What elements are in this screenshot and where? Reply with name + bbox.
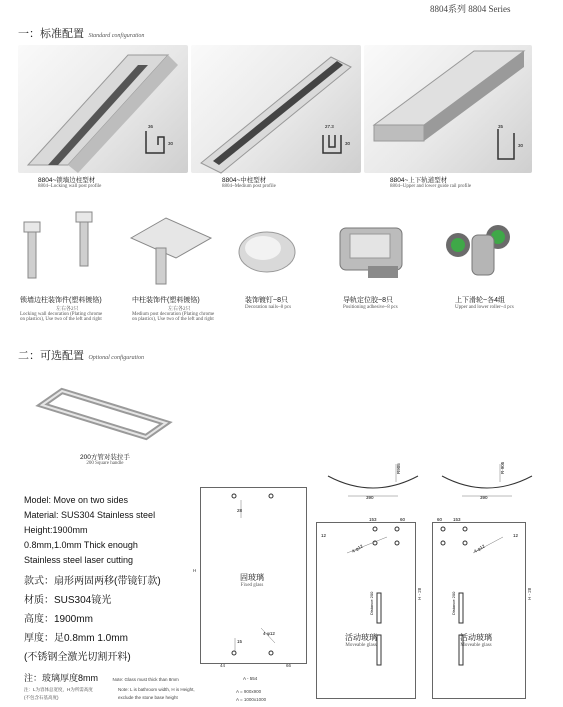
section-subtitle: Optional configuration bbox=[88, 355, 144, 361]
caption-zh: 上下滑轮~各4组 bbox=[455, 297, 505, 304]
profile-photo-rail bbox=[364, 45, 532, 173]
specs-chinese bbox=[24, 572, 161, 667]
glass-notes-small-en bbox=[118, 686, 195, 702]
series-title: 8804系列 8804 Series bbox=[430, 4, 511, 14]
caption-zh: 8804~中柱型材 bbox=[222, 177, 267, 184]
dim-a: 153 bbox=[369, 517, 377, 522]
caption-en: 8804~Locking wall post profile bbox=[38, 184, 102, 189]
glass-note-en: Note: Glass must thick than 8mm bbox=[112, 677, 179, 682]
moving-glass-label-2 bbox=[460, 632, 492, 648]
formula-line: A = 900x900 bbox=[236, 689, 262, 694]
section-standard-heading bbox=[18, 24, 144, 42]
note-line: (不包含石基高度) bbox=[24, 695, 59, 700]
spec-line: 0.8mm,1.0mm Thick enough bbox=[24, 540, 138, 550]
moving-glass-drawing-1 bbox=[316, 517, 416, 699]
dim-label: 30 bbox=[168, 141, 174, 146]
section-optional-heading bbox=[18, 346, 144, 364]
formulas bbox=[236, 688, 266, 704]
profile-caption-rail bbox=[390, 175, 471, 189]
dim-w: 390 bbox=[366, 495, 374, 500]
moving-glass-drawing-2 bbox=[432, 517, 526, 699]
note-line: exclude the stone base height bbox=[118, 695, 178, 700]
section-title: 一：标准配置 bbox=[18, 28, 84, 40]
accessory-caption-locking bbox=[20, 295, 102, 322]
note-line: 注：L为容体总宽度，H为所需高度 bbox=[24, 687, 93, 692]
dim-c: 12 bbox=[513, 533, 519, 538]
caption-zh: 导轨定位胶~8只 bbox=[343, 297, 393, 304]
spec-line: 材质：SUS304镜光 bbox=[24, 595, 112, 606]
glass-note-zh: 注：玻璃厚度8mm bbox=[24, 673, 98, 683]
caption-en: Upper and lower roller~4 pcs bbox=[455, 305, 514, 310]
dim-dist: Distance 200 bbox=[369, 591, 374, 615]
spec-line: 高度：1900mm bbox=[24, 614, 93, 625]
caption-en: Medium post decoration (Plating chrome bbox=[132, 312, 215, 317]
dim-label: 36 bbox=[148, 124, 154, 129]
accessory-caption-nails bbox=[245, 295, 291, 310]
caption-zh2: 左右各2只 bbox=[168, 307, 191, 312]
dim-dist: Distance 200 bbox=[451, 591, 456, 615]
moving-glass-lines-1 bbox=[317, 517, 415, 698]
spec-line: (不锈钢全激光切割开料) bbox=[24, 652, 131, 663]
spec-line: 款式：扇形两固两移(带镜钉款) bbox=[24, 576, 161, 587]
spec-line: 厚度：足0.8mm 1.0mm bbox=[24, 633, 128, 644]
accessory-caption-roller bbox=[455, 295, 514, 310]
fixed-glass-bl: 44 bbox=[220, 663, 226, 668]
handle-caption bbox=[80, 452, 130, 466]
dim-b: 60 bbox=[437, 517, 443, 522]
dim-a: 153 bbox=[453, 517, 461, 522]
positioning-adhesive-image bbox=[328, 218, 416, 282]
section-subtitle: Standard configuration bbox=[88, 33, 145, 39]
medium-decoration-image bbox=[126, 208, 216, 288]
specs-english bbox=[24, 493, 155, 568]
dim-hole: 4-φ12 bbox=[263, 631, 275, 636]
moving-glass-arc-1 bbox=[318, 462, 428, 502]
moving-glass-height-2: H - 28 bbox=[527, 587, 532, 600]
spec-line: Material: SUS304 Stainless steel bbox=[24, 510, 156, 520]
glass-label-en: Moveable glass bbox=[460, 643, 492, 648]
medium-profile-section bbox=[315, 123, 359, 159]
caption-en2: on plastics), Use two of the left and right bbox=[20, 317, 102, 322]
caption-en: 8804~Medium post profile bbox=[222, 184, 276, 189]
caption-en: Positioning adhesive~8 pcs bbox=[343, 305, 398, 310]
dim-label: 30 bbox=[345, 141, 351, 146]
dim-w: 390 bbox=[480, 495, 488, 500]
caption-en: 8804~Upper and lower guide rail profile bbox=[390, 184, 472, 189]
profile-photo-medium bbox=[191, 45, 361, 173]
caption-en2: on plastics), Use two of the left and right bbox=[132, 317, 214, 322]
caption-en: 200 Square handle bbox=[86, 461, 124, 466]
profile-caption-medium bbox=[222, 175, 276, 189]
dim-c: 12 bbox=[321, 533, 327, 538]
formula-line: A = 1000x1000 bbox=[236, 697, 267, 702]
roller-image bbox=[440, 215, 520, 285]
dim-corner: 15 bbox=[237, 639, 243, 644]
spec-line: Model: Move on two sides bbox=[24, 495, 129, 505]
glass-notes-small bbox=[24, 686, 93, 702]
glass-label-zh: 活动玻璃 bbox=[460, 633, 492, 642]
note-line: Note: L is bathroom width, H is Height, bbox=[118, 687, 195, 692]
caption-zh: 200方管对装拉手 bbox=[80, 454, 130, 461]
locking-decoration-image bbox=[20, 210, 120, 285]
caption-zh: 中柱装饰件(塑料镀铬) bbox=[132, 297, 200, 304]
dim-hole: 4-φ12 bbox=[473, 543, 486, 554]
moving-glass-height-1: H - 28 bbox=[417, 587, 422, 600]
dim-label: 27.3 bbox=[325, 124, 334, 129]
glass-label-zh: 固玻璃 bbox=[240, 573, 264, 582]
glass-notes bbox=[24, 668, 179, 686]
accessory-caption-adhesive bbox=[343, 295, 398, 310]
locking-profile-section bbox=[138, 123, 182, 159]
glass-label-en: Moveable glass bbox=[345, 643, 377, 648]
glass-label-zh: 活动玻璃 bbox=[345, 633, 377, 642]
profile-photo-locking bbox=[18, 45, 188, 173]
decoration-nail-image bbox=[235, 228, 303, 278]
profile-caption-locking bbox=[38, 175, 101, 189]
spec-line: Height:1900mm bbox=[24, 525, 88, 535]
dim-top: 28 bbox=[237, 508, 243, 513]
glass-label-en: Fixed glass bbox=[240, 583, 264, 588]
spec-line: Stainless steel laser cutting bbox=[24, 555, 134, 565]
caption-zh: 8804~锁墙边柱型材 bbox=[38, 177, 96, 184]
fixed-glass-base: A - 554 bbox=[243, 676, 258, 681]
dim-hole: 4-φ12 bbox=[351, 543, 364, 554]
rail-profile-section bbox=[488, 123, 532, 165]
caption-zh2: 左右各2只 bbox=[56, 307, 79, 312]
fixed-glass-br: 66 bbox=[286, 663, 292, 668]
caption-en: Decoration nails~8 pcs bbox=[245, 305, 292, 310]
fixed-glass-height: H bbox=[193, 568, 197, 573]
dim-r: R905 bbox=[396, 463, 401, 474]
caption-zh: 8804~上下轨道型材 bbox=[390, 177, 448, 184]
dim-b: 60 bbox=[400, 517, 406, 522]
moving-glass-lines-2 bbox=[433, 517, 525, 698]
section-title: 二：可选配置 bbox=[18, 350, 84, 362]
caption-zh: 装饰镀钉~8只 bbox=[245, 297, 288, 304]
fixed-glass-label bbox=[240, 572, 264, 588]
dim-label: 35 bbox=[498, 124, 504, 129]
accessory-caption-medium bbox=[132, 295, 214, 322]
moving-glass-arc-2 bbox=[432, 462, 542, 502]
square-handle-image bbox=[38, 385, 178, 445]
moving-glass-label-1 bbox=[345, 632, 377, 648]
caption-zh: 锁墙边柱装饰件(塑料镀铬) bbox=[20, 297, 102, 304]
dim-r: R-905 bbox=[500, 461, 505, 474]
caption-en: Locking wall decoration (Plating chrome bbox=[20, 312, 103, 317]
dim-label: 30 bbox=[518, 143, 524, 148]
